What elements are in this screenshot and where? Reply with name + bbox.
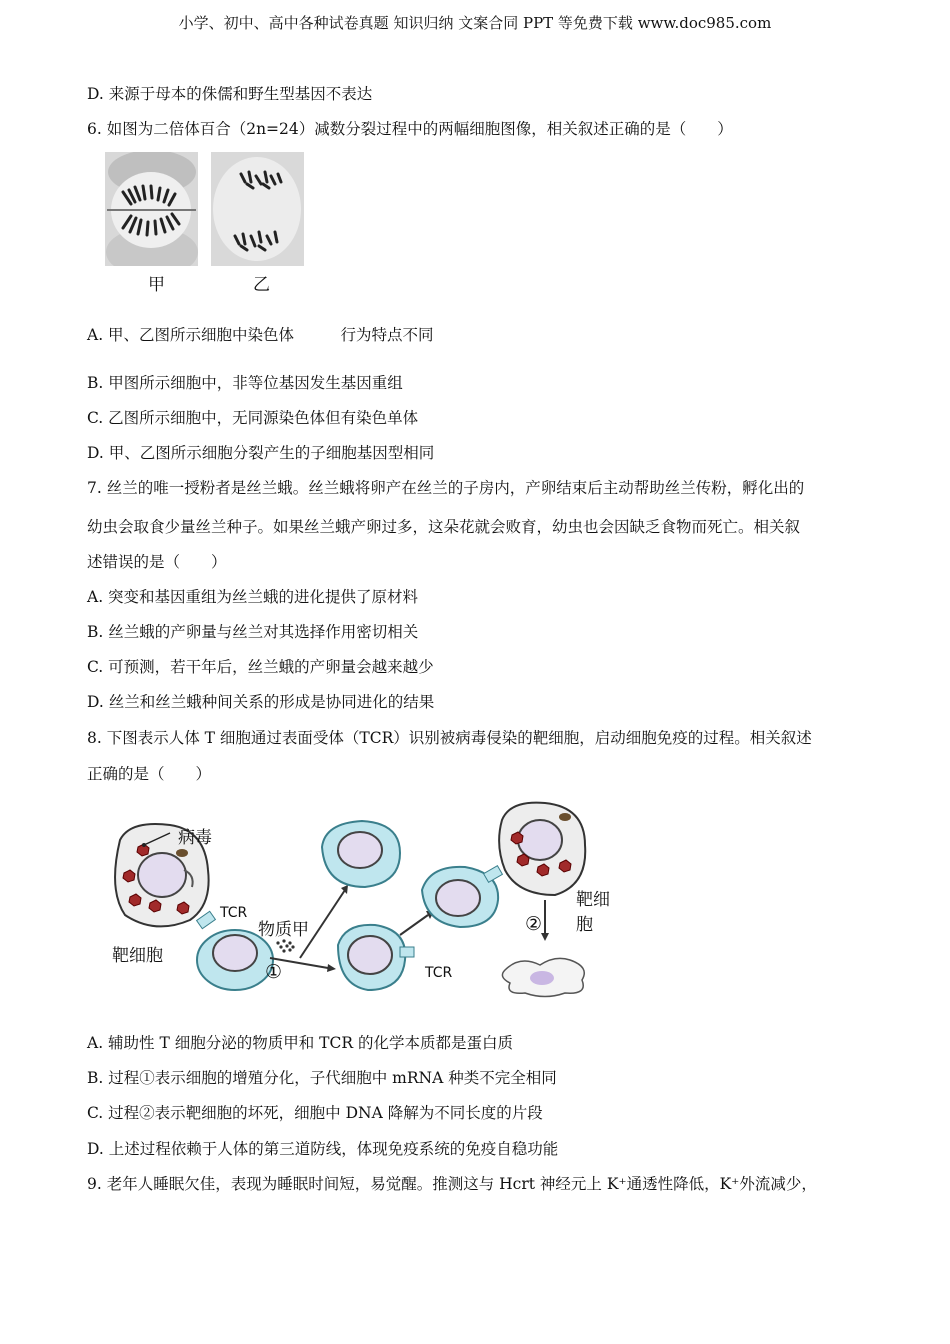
- micrograph-jia: [105, 152, 198, 266]
- substance-jia-label: 物质甲: [258, 920, 309, 940]
- question-7-line3: 述错误的是（ ）: [87, 553, 227, 571]
- activated-t-cell: [422, 866, 502, 927]
- option-8a: A. 辅助性 T 细胞分泌的物质甲和 TCR 的化学本质都是蛋白质: [87, 1034, 513, 1052]
- option-6c: C. 乙图所示细胞中，无同源染色体但有染色单体: [87, 409, 419, 427]
- option-8b: B. 过程①表示细胞的增殖分化，子代细胞中 mRNA 种类不完全相同: [87, 1069, 557, 1087]
- option-6d: D. 甲、乙图所示细胞分裂产生的子细胞基因型相同: [87, 444, 435, 462]
- option-7a: A. 突变和基因重组为丝兰蛾的进化提供了原材料: [87, 588, 419, 606]
- question-9-line1: 9. 老年人睡眠欠佳，表现为睡眠时间短，易觉醒。推测这与 Hcrt 神经元上 K⁺通透性降低，K⁺外流减少，: [87, 1175, 817, 1193]
- memory-cell: [322, 821, 400, 887]
- page-header: 小学、初中、高中各种试卷真题 知识归纳 文案合同 PPT 等免费下载 www.doc985.com: [178, 14, 772, 32]
- question-7-line2: 幼虫会取食少量丝兰种子。如果丝兰蛾产卵过多，这朵花就会败育，幼虫也会因缺乏食物而死亡。相关叙: [87, 518, 801, 536]
- option-8d: D. 上述过程依赖于人体的第三道防线，体现免疫系统的免疫自稳功能: [87, 1140, 559, 1158]
- t-cell-cytotoxic: [338, 925, 414, 990]
- question-8-line1: 8. 下图表示人体 T 细胞通过表面受体（TCR）识别被病毒侵染的靶细胞，启动细胞免疫的过程。相关叙述: [87, 729, 812, 747]
- target-cell-right: [499, 803, 585, 895]
- micrograph-yi: [211, 152, 304, 266]
- step-1-label: ①: [265, 961, 283, 983]
- target-cell-label-right: 靶细胞: [576, 890, 610, 935]
- question-7-line1: 7. 丝兰的唯一授粉者是丝兰蛾。丝兰蛾将卵产在丝兰的子房内，产卵结束后主动帮助丝兰传粉，孵化出的: [87, 479, 805, 497]
- option-8c: C. 过程②表示靶细胞的坏死，细胞中 DNA 降解为不同长度的片段: [87, 1104, 543, 1122]
- option-7d: D. 丝兰和丝兰蛾种间关系的形成是协同进化的结果: [87, 693, 435, 711]
- micrograph-label-jia: 甲: [148, 275, 165, 295]
- immune-diagram: [100, 795, 620, 1015]
- option-6a: A. 甲、乙图所示细胞中染色体 行为特点不同: [87, 326, 434, 344]
- option-7c: C. 可预测，若干年后，丝兰蛾的产卵量会越来越少: [87, 658, 434, 676]
- option-7b: B. 丝兰蛾的产卵量与丝兰对其选择作用密切相关: [87, 623, 419, 641]
- option-5d: D. 来源于母本的侏儒和野生型基因不表达: [87, 85, 373, 103]
- virus-label: 病毒: [178, 828, 212, 848]
- step-2-label: ②: [525, 913, 543, 935]
- tcr-label-1: TCR: [220, 905, 248, 921]
- question-6: 6. 如图为二倍体百合（2n=24）减数分裂过程中的两幅细胞图像，相关叙述正确的是（ ）: [87, 120, 733, 138]
- option-6b: B. 甲图所示细胞中，非等位基因发生基因重组: [87, 374, 403, 392]
- tcr-label-2: TCR: [425, 965, 453, 981]
- micrograph-label-yi: 乙: [253, 275, 270, 295]
- question-8-line2: 正确的是（ ）: [87, 765, 212, 783]
- target-cell-label-left: 靶细胞: [112, 946, 163, 966]
